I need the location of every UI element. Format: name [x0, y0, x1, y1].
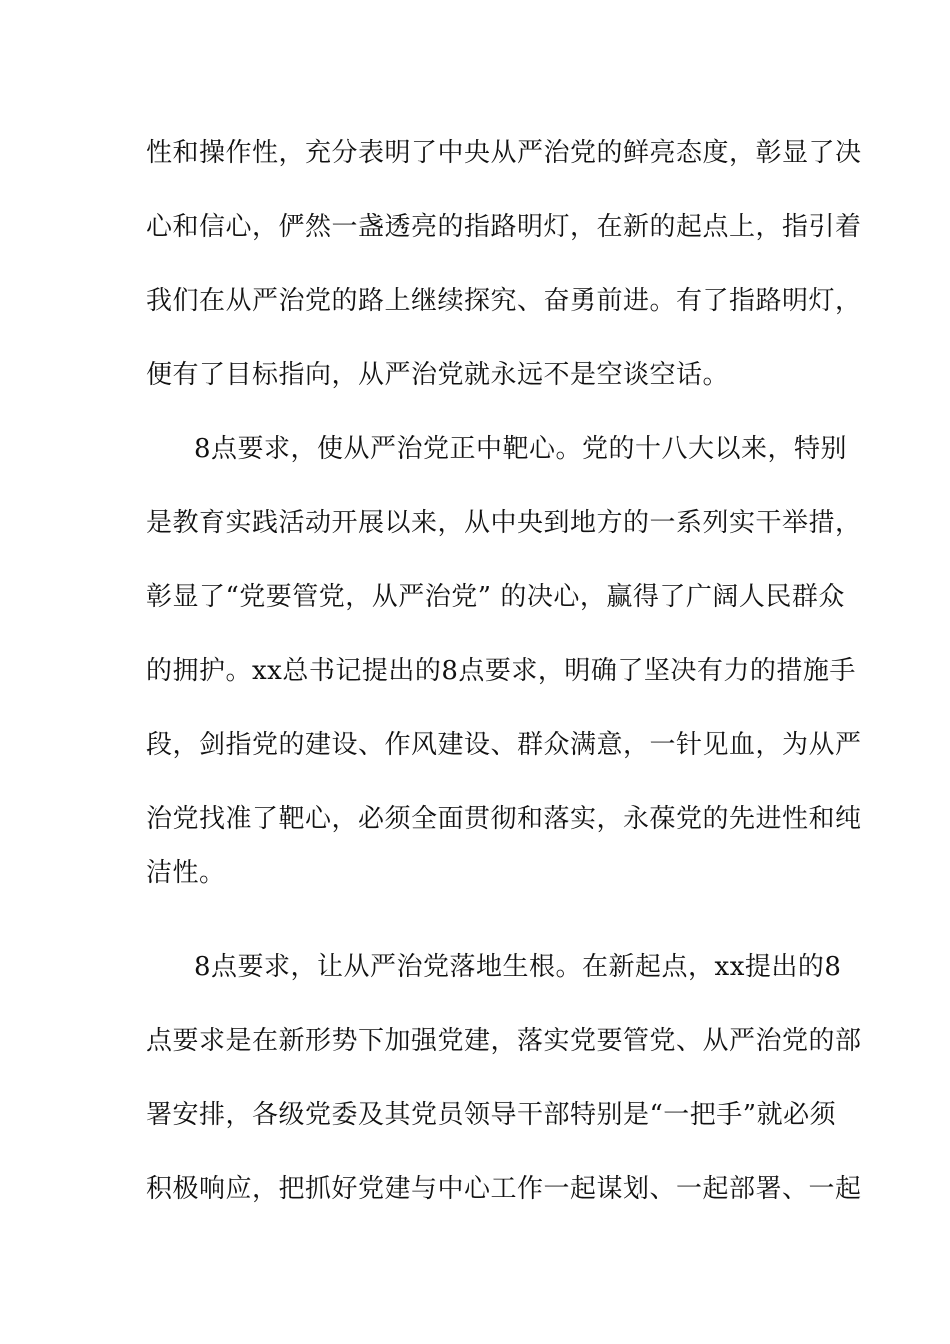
- text-line: 点要求是在新形势下加强党建，落实党要管党、从严治党的部: [146, 1026, 862, 1056]
- text-line: 治党找准了靶心，必须全面贯彻和落实，永葆党的先进性和纯: [146, 804, 862, 834]
- text-line: 我们在从严治党的路上继续探究、奋勇前进。有了指路明灯，: [146, 286, 862, 316]
- text-line: 是教育实践活动开展以来，从中央到地方的一系列实干举措，: [146, 508, 862, 538]
- text-line: 洁性。: [146, 858, 226, 888]
- text-line: 段，剑指党的建设、作风建设、群众满意，一针见血，为从严: [146, 730, 862, 760]
- text-line: 便有了目标指向，从严治党就永远不是空谈空话。: [146, 360, 730, 390]
- text-line: 署安排，各级党委及其党员领导干部特别是“一把手”就必须: [146, 1100, 837, 1130]
- paragraph-first-line: 8点要求，使从严治党正中靶心。党的十八大以来，特别: [194, 434, 848, 464]
- paragraph-first-line: 8点要求，让从严治党落地生根。在新起点，xx提出的8: [194, 952, 842, 982]
- text-line: 彰显了“党要管党，从严治党” 的决心，赢得了广阔人民群众: [146, 582, 845, 612]
- text-line: 心和信心，俨然一盏透亮的指路明灯，在新的起点上，指引着: [146, 212, 862, 242]
- text-line: 性和操作性，充分表明了中央从严治党的鲜亮态度，彰显了决: [146, 138, 862, 168]
- text-line: 积极响应，把抓好党建与中心工作一起谋划、一起部署、一起: [146, 1174, 862, 1204]
- text-line: 的拥护。xx总书记提出的8点要求，明确了坚决有力的措施手: [146, 656, 856, 686]
